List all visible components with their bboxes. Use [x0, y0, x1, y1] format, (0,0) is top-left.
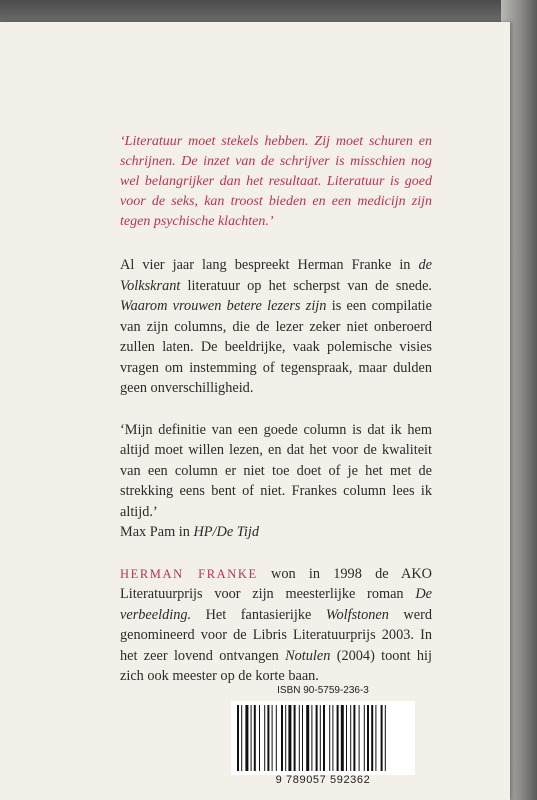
- barcode-area: [231, 701, 415, 775]
- back-cover: [0, 22, 510, 800]
- barcode-digits: 9 789057 592362: [275, 774, 371, 786]
- bio-text-4: (2004) toont hij zich ook meester op de korte baan.: [120, 647, 432, 684]
- notulen-title: Notulen: [285, 647, 331, 664]
- newspaper-title: de Volkskrant: [120, 257, 432, 294]
- attribution-source: HP/De Tijd: [193, 524, 259, 540]
- bio-text-2: Het fantasierijke: [191, 606, 326, 623]
- description-text-2: literatuur op het scherpst van de snede.: [180, 277, 432, 294]
- barcode-icon: [231, 701, 415, 775]
- isbn-label: ISBN 90-5759-236-3: [277, 685, 369, 696]
- nominated-title: Wolfstonen: [325, 606, 389, 623]
- book-title: Waarom vrouwen betere lezers zijn: [120, 298, 327, 314]
- review-paragraph: [120, 420, 432, 543]
- author-bio-paragraph: [120, 564, 432, 687]
- novel-title: De verbeelding.: [120, 586, 432, 623]
- description-paragraph: [120, 255, 432, 399]
- barcode-block: [223, 685, 423, 789]
- author-name: HERMAN FRANKE: [120, 566, 258, 581]
- blurb-column: [120, 132, 432, 708]
- description-text-3: is een compilatie van zijn columns, die de lezer zeker niet onberoerd zullen laten. De beeldrijke, vaak polemische visies vragen om instemming of tegenspraak, maar dulden geen onverschilligheid.: [120, 298, 432, 396]
- pull-quote: ‘Literatuur moet stekels hebben. Zij moet schuren en schrijnen. De inzet van de schrijver is misschien nog wel belangrijker dan het resultaat. Literatuur is goed voor de seks, kan troost bieden en een medicijn zijn tegen psychische klachten.’: [120, 134, 432, 229]
- review-attribution: [120, 522, 432, 543]
- description-text-1: Al vier jaar lang bespreekt Herman Franke in: [120, 257, 419, 273]
- bio-text-3: werd genomineerd voor de Libris Literatuurprijs 2003. In het zeer lovend ontvangen: [120, 606, 432, 664]
- attribution-prefix: Max Pam in: [120, 524, 194, 540]
- review-quote: ‘Mijn definitie van een goede column is dat ik hem altijd moet willen lezen, en dat het voor de kwaliteit van een column er niet toe doet of je het met de strekking eens bent of niet. Frankes column lees ik altijd.’: [120, 421, 432, 520]
- bio-text-1: won in 1998 de AKO Literatuurprijs voor zijn meesterlijke roman: [120, 565, 433, 602]
